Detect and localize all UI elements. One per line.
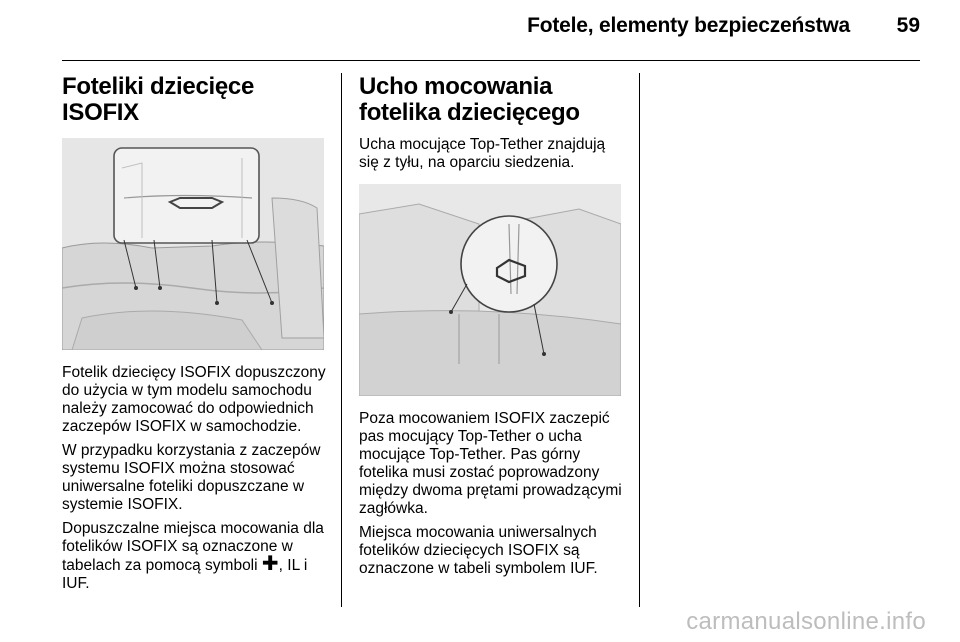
isofix-paragraph-1: Fotelik dziecięcy ISOFIX dopuszczony do użycia w tym modelu samochodu należy zamocować do odpowiednich zaczepów ISOFIX w samochodzie.	[62, 364, 326, 435]
section-heading-isofix: Foteliki dziecięce ISOFIX	[62, 73, 255, 126]
top-tether-paragraph-2: Miejsca mocowania uniwersalnych fotelików dziecięcych ISOFIX są oznaczone w tabeli symbolem IUF.	[359, 524, 598, 577]
page-number: 59	[896, 14, 920, 37]
isofix-anchors-illustration	[62, 138, 324, 350]
isofix-paragraph-3-end: , IL i IUF.	[62, 557, 308, 592]
page-header-title: Fotele, elementy bezpieczeństwa	[527, 14, 850, 37]
isofix-paragraph-3-start: Dopuszczalne miejsca mocowania dla fotelików ISOFIX są oznaczone w tabelach za pomocą symboli	[62, 520, 324, 574]
right-column	[359, 74, 627, 584]
isofix-paragraph-2: W przypadku korzystania z zaczepów systemu ISOFIX można stosować uniwersalne foteliki dopuszczane w systemie ISOFIX.	[62, 442, 321, 513]
section-heading-top-tether: Ucho mocowania fotelika dziecięcego	[359, 73, 580, 126]
top-tether-anchor-illustration	[359, 184, 621, 396]
watermark: carmanualsonline.info	[686, 608, 926, 635]
isofix-paragraph-3	[62, 520, 332, 593]
column-divider-right	[639, 73, 640, 607]
isofix-cross-icon: ✚	[261, 553, 279, 575]
top-tether-intro: Ucha mocujące Top-Tether znajdują się z tyłu, na oparciu siedzenia.	[359, 136, 606, 171]
column-divider-left	[341, 73, 342, 607]
header-divider	[62, 60, 920, 61]
top-tether-paragraph-1: Poza mocowaniem ISOFIX zaczepić pas mocujący Top-Tether o ucha mocujące Top-Tether. Pas górny fotelika musi zostać poprowadzony między dwoma prętami prowadzącymi zagłówka.	[359, 410, 622, 517]
left-column	[62, 74, 332, 599]
